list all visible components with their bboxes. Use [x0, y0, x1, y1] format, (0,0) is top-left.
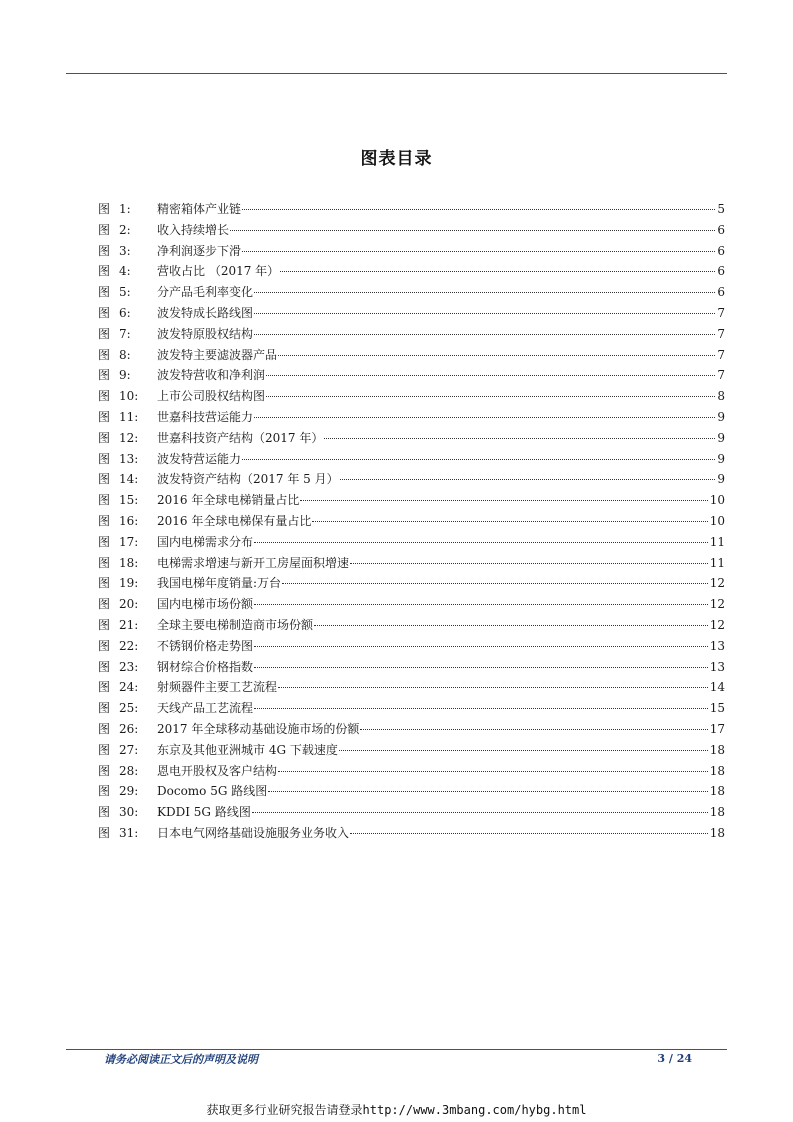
toc-entry-label: 图: [98, 742, 111, 757]
toc-entry[interactable]: [98, 636, 725, 657]
toc-entry-title: 上市公司股权结构图: [157, 389, 266, 404]
promo-footer: 获取更多行业研究报告请登录http://www.3mbang.com/hybg.html: [206, 1103, 587, 1117]
toc-dot-leader: [324, 438, 715, 439]
toc-entry-title: 收入持续增长: [157, 222, 230, 237]
toc-entry-label: 图: [98, 597, 111, 612]
toc-entry-title: 波发特成长路线图: [157, 305, 254, 320]
toc-entry-number: 17:: [119, 534, 139, 549]
toc-entry-page: 13: [709, 659, 725, 674]
toc-dot-leader: [278, 771, 708, 772]
toc-entry-title: 日本电气网络基础设施服务业务收入: [157, 825, 350, 840]
toc-entry-page: 13: [709, 638, 725, 653]
toc-entry-page: 6: [717, 264, 725, 279]
toc-entry-number: 30:: [119, 805, 139, 820]
toc-dot-leader: [340, 479, 716, 480]
toc-entry-label: 图: [98, 576, 111, 591]
toc-entry-page: 18: [709, 805, 725, 820]
toc-entry-label: 图: [98, 513, 111, 528]
toc-entry-label: 图: [98, 472, 111, 487]
toc-entry-title: 波发特资产结构（2017 年 5 月）: [157, 472, 339, 487]
toc-entry-page: 10: [709, 513, 725, 528]
toc-entry-label: 图: [98, 763, 111, 778]
footer-disclaimer: 请务必阅读正文后的声明及说明: [104, 1053, 258, 1066]
toc-entry-title: 世嘉科技资产结构（2017 年）: [157, 430, 324, 445]
toc-entry-page: 9: [717, 451, 725, 466]
toc-entry-label: 图: [98, 555, 111, 570]
toc-entry-page: 6: [717, 285, 725, 300]
toc-entry[interactable]: [98, 511, 725, 532]
toc-entry-title: 波发特营收和净利润: [157, 368, 266, 383]
toc-entry-label: 图: [98, 493, 111, 508]
toc-entry-page: 18: [709, 825, 725, 840]
toc-dot-leader: [266, 375, 715, 376]
toc-entry-page: 9: [717, 409, 725, 424]
toc-entry-number: 16:: [119, 513, 139, 528]
toc-entry-title: 波发特营运能力: [157, 451, 242, 466]
toc-entry-title: 分产品毛利率变化: [157, 285, 254, 300]
toc-entry-label: 图: [98, 285, 111, 300]
toc-entry-page: 7: [717, 305, 725, 320]
toc-entry-page: 12: [709, 576, 725, 591]
toc-dot-leader: [350, 563, 708, 564]
toc-dot-leader: [254, 334, 715, 335]
toc-entry-title: 钢材综合价格指数: [157, 659, 254, 674]
toc-entry-number: 25:: [119, 701, 139, 716]
toc-entry-title: Docomo 5G 路线图: [157, 784, 268, 799]
toc-entry[interactable]: [98, 553, 725, 574]
toc-entry-label: 图: [98, 347, 111, 362]
toc-entry[interactable]: [98, 220, 725, 241]
toc-entry-label: 图: [98, 264, 111, 279]
toc-entry-page: 14: [709, 680, 725, 695]
toc-entry-number: 26:: [119, 721, 139, 736]
toc-entry-title: 国内电梯需求分布: [157, 534, 254, 549]
toc-entry-number: 24:: [119, 680, 139, 695]
toc-entry-page: 11: [709, 555, 725, 570]
toc-entry[interactable]: [98, 261, 725, 282]
toc-dot-leader: [280, 271, 715, 272]
toc-dot-leader: [254, 542, 708, 543]
toc-entry-title: 世嘉科技营运能力: [157, 409, 254, 424]
toc-entry-number: 29:: [119, 784, 139, 799]
toc-dot-leader: [254, 604, 708, 605]
toc-entry-number: 13:: [119, 451, 139, 466]
toc-entry-number: 12:: [119, 430, 139, 445]
toc-entry[interactable]: [98, 573, 725, 594]
toc-entry[interactable]: [98, 532, 725, 553]
toc-entry-number: 6:: [119, 305, 131, 320]
toc-entry-title: 波发特原股权结构: [157, 326, 254, 341]
toc-dot-leader: [278, 355, 715, 356]
footer-divider: [66, 1049, 727, 1050]
toc-entry[interactable]: [98, 802, 725, 823]
toc-entry-title: 营收占比 （2017 年）: [157, 264, 280, 279]
toc-entry-number: 15:: [119, 493, 139, 508]
toc-entry-label: 图: [98, 222, 111, 237]
toc-entry[interactable]: [98, 428, 725, 449]
toc-entry-number: 23:: [119, 659, 139, 674]
toc-entry-label: 图: [98, 202, 111, 216]
toc-entry-number: 3:: [119, 243, 131, 258]
toc-entry[interactable]: [98, 386, 725, 407]
toc-dot-leader: [266, 396, 715, 397]
toc-entry-page: 12: [709, 597, 725, 612]
toc-entry-label: 图: [98, 368, 111, 383]
toc-entry-number: 21:: [119, 617, 139, 632]
toc-entry[interactable]: [98, 324, 725, 345]
toc-dot-leader: [242, 209, 715, 210]
toc-entry-title: 2017 年全球移动基础设施市场的份额: [157, 721, 360, 736]
toc-entry-title: 射频器件主要工艺流程: [157, 680, 278, 695]
toc-entry-label: 图: [98, 389, 111, 404]
toc-entry-label: 图: [98, 721, 111, 736]
toc-entry[interactable]: [98, 282, 725, 303]
toc-entry[interactable]: [98, 490, 725, 511]
toc-entry-label: 图: [98, 617, 111, 632]
toc-entry[interactable]: [98, 449, 725, 470]
toc-entry-page: 9: [717, 472, 725, 487]
toc-entry-page: 18: [709, 742, 725, 757]
toc-dot-leader: [254, 646, 708, 647]
toc-entry[interactable]: [98, 303, 725, 324]
toc-entry-number: 28:: [119, 763, 139, 778]
toc-entry-number: 22:: [119, 638, 139, 653]
toc-dot-leader: [254, 417, 715, 418]
toc-entry-title: 净利润逐步下滑: [157, 243, 242, 258]
toc-entry-number: 31:: [119, 825, 139, 840]
toc-entry-page: 17: [709, 721, 725, 736]
toc-entry-label: 图: [98, 430, 111, 445]
toc-entry-number: 20:: [119, 597, 139, 612]
toc-entry[interactable]: [98, 345, 725, 366]
toc-entry-page: 18: [709, 763, 725, 778]
toc-entry-title: 精密箱体产业链: [157, 202, 242, 216]
toc-entry[interactable]: [98, 719, 725, 740]
page-number: 3 / 24: [657, 1052, 692, 1065]
toc-dot-leader: [339, 750, 708, 751]
toc-entry[interactable]: [98, 761, 725, 782]
toc-entry-page: 11: [709, 534, 725, 549]
toc-entry[interactable]: [98, 657, 725, 678]
toc-entry-page: 7: [717, 326, 725, 341]
toc-entry-number: 18:: [119, 555, 139, 570]
toc-entry[interactable]: [98, 241, 725, 262]
toc-entry-title: KDDI 5G 路线图: [157, 805, 251, 820]
toc-entry[interactable]: [98, 615, 725, 636]
toc-entry-label: 图: [98, 451, 111, 466]
toc-dot-leader: [254, 667, 708, 668]
toc-entry-number: 1:: [119, 202, 131, 216]
toc-entry-title: 不锈钢价格走势图: [157, 638, 254, 653]
toc-entry-page: 15: [709, 701, 725, 716]
toc-entry-title: 国内电梯市场份额: [157, 597, 254, 612]
toc-dot-leader: [300, 500, 707, 501]
toc-entry-label: 图: [98, 305, 111, 320]
toc-dot-leader: [282, 583, 708, 584]
toc-dot-leader: [314, 625, 708, 626]
toc-entry-title: 电梯需求增速与新开工房屋面积增速: [157, 555, 350, 570]
toc-entry[interactable]: [98, 469, 725, 490]
header-divider: [66, 73, 727, 74]
toc-dot-leader: [254, 708, 708, 709]
toc-entry-title: 恩电开股权及客户结构: [157, 763, 278, 778]
toc-entry-title: 2016 年全球电梯销量占比: [157, 493, 300, 508]
toc-entry-page: 9: [717, 430, 725, 445]
toc-entry-label: 图: [98, 326, 111, 341]
toc-entry-title: 2016 年全球电梯保有量占比: [157, 513, 312, 528]
toc-dot-leader: [278, 687, 708, 688]
toc-dot-leader: [252, 812, 708, 813]
toc-dot-leader: [268, 791, 707, 792]
toc-entry-label: 图: [98, 243, 111, 258]
table-of-figures: [98, 199, 725, 844]
toc-entry-label: 图: [98, 825, 111, 840]
toc-entry-title: 全球主要电梯制造商市场份额: [157, 617, 314, 632]
toc-dot-leader: [360, 729, 707, 730]
toc-entry[interactable]: [98, 199, 725, 220]
toc-entry-page: 18: [709, 784, 725, 799]
toc-entry-number: 2:: [119, 222, 131, 237]
toc-entry-number: 19:: [119, 576, 139, 591]
toc-entry-label: 图: [98, 784, 111, 799]
toc-entry-number: 11:: [119, 409, 139, 424]
toc-entry-number: 14:: [119, 472, 139, 487]
toc-entry[interactable]: [98, 698, 725, 719]
toc-dot-leader: [254, 313, 715, 314]
toc-entry[interactable]: [98, 365, 725, 386]
toc-dot-leader: [242, 251, 715, 252]
toc-dot-leader: [230, 230, 715, 231]
toc-entry[interactable]: [98, 594, 725, 615]
toc-entry-page: 7: [717, 368, 725, 383]
toc-entry-page: 6: [717, 243, 725, 258]
toc-entry-title: 我国电梯年度销量:万台: [157, 576, 282, 591]
toc-entry-page: 7: [717, 347, 725, 362]
toc-entry-number: 10:: [119, 389, 139, 404]
toc-dot-leader: [242, 459, 715, 460]
page-title: 图表目录: [360, 149, 433, 169]
toc-entry-label: 图: [98, 638, 111, 653]
toc-entry-title: 东京及其他亚洲城市 4G 下载速度: [157, 742, 338, 757]
toc-entry-number: 7:: [119, 326, 131, 341]
toc-entry-label: 图: [98, 534, 111, 549]
toc-entry-page: 12: [709, 617, 725, 632]
toc-entry-number: 27:: [119, 742, 139, 757]
toc-entry-title: 天线产品工艺流程: [157, 701, 254, 716]
toc-entry-title: 波发特主要滤波器产品: [157, 347, 278, 362]
toc-entry[interactable]: [98, 740, 725, 761]
toc-entry-label: 图: [98, 409, 111, 424]
toc-dot-leader: [254, 292, 715, 293]
toc-entry-page: 6: [717, 222, 725, 237]
toc-entry-number: 8:: [119, 347, 131, 362]
toc-dot-leader: [350, 833, 708, 834]
toc-entry[interactable]: [98, 823, 725, 844]
toc-dot-leader: [312, 521, 707, 522]
toc-entry-label: 图: [98, 701, 111, 716]
toc-entry-page: 5: [717, 202, 725, 216]
toc-entry-label: 图: [98, 680, 111, 695]
toc-entry-number: 5:: [119, 285, 131, 300]
toc-entry-page: 8: [717, 389, 725, 404]
toc-entry-page: 10: [709, 493, 725, 508]
toc-entry[interactable]: [98, 677, 725, 698]
toc-entry-label: 图: [98, 805, 111, 820]
toc-entry-label: 图: [98, 659, 111, 674]
toc-entry[interactable]: [98, 407, 725, 428]
toc-entry-number: 4:: [119, 264, 131, 279]
toc-entry[interactable]: [98, 781, 725, 802]
toc-entry-number: 9:: [119, 368, 131, 383]
